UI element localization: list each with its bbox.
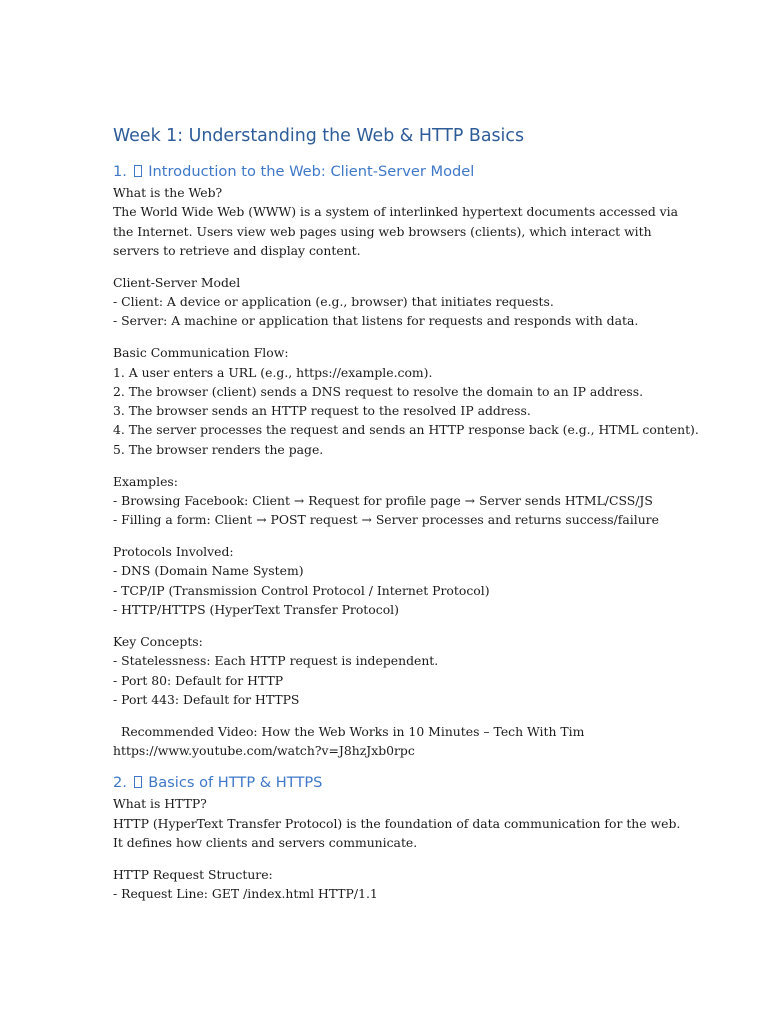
client-server-model-paragraph: [113, 273, 673, 331]
section-1-heading: [113, 162, 673, 182]
section-2-number: 2.: [113, 774, 127, 792]
list-item: - HTTP/HTTPS (HyperText Transfer Protocol): [113, 602, 399, 618]
protocols-paragraph: [113, 542, 673, 619]
list-item: - Filling a form: Client → POST request → Server processes and returns success/failure: [113, 512, 659, 528]
http-request-structure-paragraph: [113, 865, 673, 904]
section-1-title: Introduction to the Web: Client-Server Model: [148, 163, 475, 180]
document-content: [113, 124, 699, 903]
list-item: - Request Line: GET /index.html HTTP/1.1: [113, 886, 378, 902]
client-server-model-label: Client-Server Model: [113, 274, 241, 290]
paragraph-line: HTTP (HyperText Transfer Protocol) is the foundation of data communication for the web.: [113, 815, 681, 831]
http-request-structure-label: HTTP Request Structure:: [113, 866, 273, 882]
recommended-video-line: Recommended Video: How the Web Works in 10 Minutes – Tech With Tim: [121, 723, 585, 739]
what-is-web-label: What is the Web?: [113, 185, 223, 200]
protocols-label: Protocols Involved:: [113, 544, 234, 560]
examples-paragraph: [113, 472, 673, 530]
list-item: - Port 443: Default for HTTPS: [113, 691, 300, 707]
paragraph-line: The World Wide Web (WWW) is a system of interlinked hypertext documents accessed via: [113, 204, 679, 220]
communication-flow-label: Basic Communication Flow:: [113, 345, 289, 361]
key-concepts-label: Key Concepts:: [113, 633, 203, 649]
paragraph-line: servers to retrieve and display content.: [113, 242, 361, 258]
document-title: Week 1: Understanding the Web & HTTP Basics: [113, 126, 525, 146]
paragraph-line: It defines how clients and servers communicate.: [113, 834, 418, 850]
list-item: - TCP/IP (Transmission Control Protocol / Internet Protocol): [113, 582, 490, 598]
examples-label: Examples:: [113, 473, 178, 489]
section-2-title: Basics of HTTP & HTTPS: [148, 774, 323, 792]
what-is-web-paragraph: [113, 183, 679, 260]
list-item: 4. The server processes the request and sends an HTTP response back (e.g., HTML content).: [113, 422, 699, 438]
list-item: - Client: A device or application (e.g., browser) that initiates requests.: [113, 294, 554, 310]
what-is-http-label: What is HTTP?: [113, 796, 207, 812]
key-concepts-paragraph: [113, 632, 673, 709]
list-item: 2. The browser (client) sends a DNS request to resolve the domain to an IP address.: [113, 383, 644, 399]
what-is-http-paragraph: [113, 794, 681, 852]
paragraph-line: the Internet. Users view web pages using web browsers (clients), which interact with: [113, 223, 652, 239]
list-item: - Port 80: Default for HTTP: [113, 672, 284, 688]
video-url-link[interactable]: https://www.youtube.com/watch?v=J8hzJxb0rpc: [113, 742, 415, 758]
section-2-heading: [113, 773, 673, 793]
section-1-number: 1.: [113, 163, 127, 180]
communication-flow-paragraph: [113, 343, 699, 459]
list-item: - Server: A machine or application that listens for requests and responds with data.: [113, 313, 639, 329]
list-item: - Browsing Facebook: Client → Request for profile page → Server sends HTML/CSS/JS: [113, 492, 653, 508]
list-item: - DNS (Domain Name System): [113, 563, 304, 579]
list-item: 3. The browser sends an HTTP request to the resolved IP address.: [113, 403, 531, 419]
recommended-video-paragraph: [113, 722, 673, 761]
missing-glyph-icon: [134, 165, 142, 177]
list-item: 1. A user enters a URL (e.g., https://example.com).: [113, 364, 433, 380]
missing-glyph-icon: [134, 776, 142, 788]
list-item: 5. The browser renders the page.: [113, 441, 324, 457]
list-item: - Statelessness: Each HTTP request is independent.: [113, 653, 439, 669]
